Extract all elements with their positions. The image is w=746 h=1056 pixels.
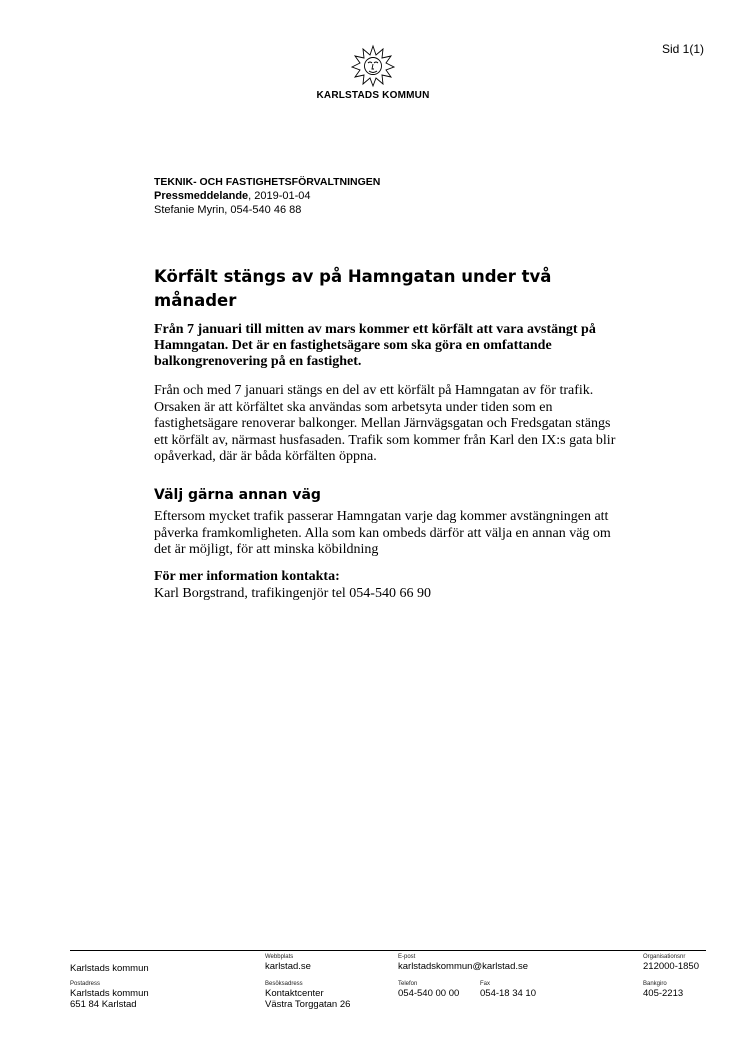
lead-paragraph: Från 7 januari till mitten av mars kommer ett körfält att vara avstängt på Hamngatan. Det är en fastighetsägare som ska göra en omfattande balkongrenovering på en fastighet. — [154, 322, 596, 369]
contact-block — [154, 569, 624, 602]
footer-bankgiro-label: Bankgiro — [643, 981, 667, 987]
logo — [0, 44, 746, 101]
footer-org-name: Karlstads kommun — [70, 963, 149, 974]
footer-postal — [70, 981, 149, 1010]
subheading: Välj gärna annan väg — [154, 487, 321, 503]
header-contact: Stefanie Myrin, 054-540 46 88 — [154, 204, 302, 216]
footer-divider — [70, 950, 706, 951]
footer-orgnr — [643, 954, 699, 972]
footer-visit-label: Besöksadress — [265, 981, 303, 987]
sun-logo-icon — [351, 44, 395, 88]
footer-postal-line1: Karlstads kommun — [70, 988, 149, 999]
footer-fax — [480, 981, 536, 999]
footer-website-link[interactable]: karlstad.se — [265, 961, 311, 972]
footer-visit-line2: Västra Torggatan 26 — [265, 999, 351, 1010]
footer-visit — [265, 981, 350, 1010]
header-block — [154, 175, 380, 217]
footer-visit-line1: Kontaktcenter — [265, 988, 324, 999]
footer-phone-value: 054-540 00 00 — [398, 988, 460, 999]
press-line — [154, 189, 380, 203]
footer-phone — [398, 981, 459, 999]
footer-postal-label: Postadress — [70, 981, 101, 987]
footer-postal-line2: 651 84 Karlstad — [70, 999, 137, 1010]
footer-bankgiro-value: 405-2213 — [643, 988, 684, 999]
contact-label: För mer information kontakta: — [154, 569, 340, 584]
footer-fax-label: Fax — [480, 981, 491, 987]
footer-orgnr-value: 212000-1850 — [643, 961, 699, 972]
headline: Körfält stängs av på Hamngatan under två månader — [154, 267, 552, 310]
press-date: , 2019-01-04 — [248, 190, 311, 202]
footer-phone-label: Telefon — [398, 981, 418, 987]
footer-website — [265, 954, 311, 972]
body-paragraph-2: Eftersom mycket trafik passerar Hamngatan varje dag kommer avstängningen att påverka framkomligheten. Alla som kan ombeds därför att välja en annan väg om det är möjligt, för att minska köbildning — [154, 509, 611, 557]
footer-bankgiro — [643, 981, 683, 999]
footer-email-label: E-post — [398, 954, 416, 960]
page-number: Sid 1(1) — [661, 42, 704, 56]
footer-fax-value: 054-18 34 10 — [480, 988, 536, 999]
footer-orgnr-label: Organisationsnr — [643, 954, 686, 960]
footer-email-link[interactable]: karlstadskommun@karlstad.se — [398, 961, 529, 972]
logo-text: KARLSTADS KOMMUN — [316, 90, 430, 101]
footer-email — [398, 954, 528, 972]
footer-website-label: Webbplats — [265, 954, 294, 960]
press-label: Pressmeddelande — [154, 190, 249, 202]
department-name: TEKNIK- OCH FASTIGHETSFÖRVALTNINGEN — [154, 176, 381, 188]
contact-person: Karl Borgstrand, trafikingenjör tel 054-540 66 90 — [154, 585, 431, 601]
body-paragraph-1: Från och med 7 januari stängs en del av ett körfält på Hamngatan av för trafik. Orsaken är att körfältet ska användas som arbetsyta under tiden som en fastighetsägare renoverar balkonger. Mellan Järnvägsgatan och Fredsgatan stängs ett körfält av, närmast husfasaden. Trafik som kommer från Karl den IX:s gata blir opåverkad, där är båda körfälten öppna. — [154, 383, 616, 464]
